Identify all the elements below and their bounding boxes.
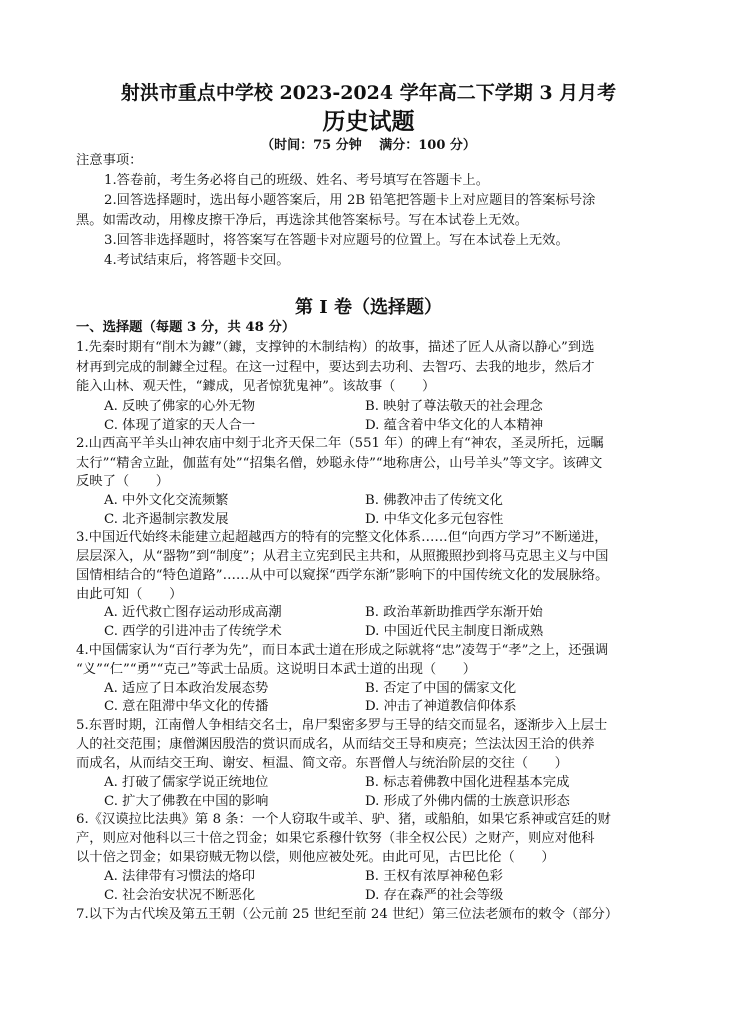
subject-title: 历史试题	[322, 108, 415, 135]
question-2-option-a: A. 中外文化交流频繁	[104, 493, 229, 508]
exam-title: 射洪市重点中学校 2023-2024 学年高二下学期 3 月月考	[120, 82, 617, 104]
question-3-option-d: D. 中国近代民主制度日渐成熟	[365, 624, 544, 639]
question-6-text: 以十倍之罚金；如果窃贼无物以偿，则他应被处死。由此可见，古巴比伦（ ）	[76, 850, 555, 865]
question-4-option-c: C. 意在阻滞中华文化的传播	[104, 699, 269, 714]
question-2-text: 反映了（ ）	[76, 474, 170, 489]
question-3-text: 国情相结合的“特色道路”……从中可以窥探“西学东渐”影响下的中国传统文化的发展脉络。	[76, 568, 609, 583]
question-4-option-b: B. 否定了中国的儒家文化	[365, 681, 517, 696]
question-1-text: 能入山林、观天性，“鐻成，见者惊犹鬼神”。该故事（ ）	[76, 379, 436, 394]
question-5-option-a: A. 打破了儒家学说正统地位	[104, 775, 269, 790]
time-info: （时间：75 分钟 满分：100 分）	[261, 138, 476, 153]
question-1-option-a: A. 反映了佛家的心外无物	[104, 399, 256, 414]
question-5-text: 5.东晋时期，江南僧人争相结交名士，帛尸梨密多罗与王导的结交而显名，逐渐步入上层士	[76, 718, 608, 733]
question-5-option-d: D. 形成了外佛内儒的士族意识形态	[365, 794, 570, 809]
notice-heading: 注意事项：	[76, 153, 143, 168]
question-6-text: 产，则应对他科以三十倍之罚金；如果它系穆什钦努（非全权公民）之财产，则应对他科	[76, 831, 595, 846]
question-1-option-c: C. 体现了道家的天人合一	[104, 418, 256, 433]
question-5-option-b: B. 标志着佛教中国化进程基本完成	[365, 775, 570, 790]
part-heading: 一、选择题（每题 3 分，共 48 分）	[76, 320, 296, 335]
question-2-option-c: C. 北齐遏制宗教发展	[104, 512, 229, 527]
question-7-text: 7.以下为古代埃及第五王朝（公元前 25 世纪至前 24 世纪）第三位法老颁布的敕令（部分）	[76, 907, 619, 922]
question-4-text: “义”“仁”“勇”“克己”等武士品质。这说明日本武士道的出现（ ）	[76, 662, 477, 677]
question-2-text: 太行”“精舍立趾，伽蓝有处”“招集名僧，妙聪永侍”“地称唐公，山号羊头”等文字。该碑文	[76, 456, 603, 471]
question-4-text: 4.中国儒家认为“百行孝为先”，而日本武士道在形成之际就将“忠”凌驾于“孝”之上，还强调	[76, 643, 609, 658]
question-2-option-d: D. 中华文化多元包容性	[365, 512, 504, 527]
question-5-text: 人的社交范围；康僧渊因殷浩的赏识而成名，从而结交王导和庾亮；竺法汰因王洽的供养	[76, 737, 595, 752]
question-3-option-b: B. 政治革新助推西学东渐开始	[365, 605, 543, 620]
question-4-option-a: A. 适应了日本政治发展态势	[104, 681, 269, 696]
notice-line: 2.回答选择题时，选出每小题答案后，用 2B 铅笔把答题卡上对应题目的答案标号涂	[104, 193, 596, 208]
question-1-option-d: D. 蕴含着中华文化的人本精神	[365, 418, 544, 433]
question-6-option-a: A. 法律带有习惯法的烙印	[104, 869, 256, 884]
question-4-option-d: D. 冲击了神道教信仰体系	[365, 699, 517, 714]
question-2-option-b: B. 佛教冲击了传统文化	[365, 493, 503, 508]
notice-line: 1.答卷前，考生务必将自己的班级、姓名、考号填写在答题卡上。	[104, 173, 489, 188]
question-5-option-c: C. 扩大了佛教在中国的影响	[104, 794, 269, 809]
question-3-option-c: C. 西学的引进冲击了传统学术	[104, 624, 282, 639]
question-3-text: 层层深入，从“器物”到“制度”；从君主立宪到民主共和，从照搬照抄到将马克思主义与中国	[76, 549, 609, 564]
notice-line: 4.考试结束后，将答题卡交回。	[104, 253, 290, 268]
question-6-option-c: C. 社会治安状况不断恶化	[104, 888, 256, 903]
notice-line: 3.回答非选择题时，将答案写在答题卡对应题号的位置上。写在本试卷上无效。	[104, 233, 569, 248]
question-6-option-b: B. 王权有浓厚神秘色彩	[365, 869, 503, 884]
question-6-text: 6.《汉谟拉比法典》第 8 条：一个人窃取牛或羊、驴、猪，或船舶，如果它系神或宫廷的财	[76, 812, 611, 827]
question-3-text: 由此可知（ ）	[76, 587, 183, 602]
question-5-text: 而成名，从而结交王珣、谢安、桓温、简文帝。东晋僧人与统治阶层的交往（ ）	[76, 756, 568, 771]
question-1-option-b: B. 映射了尊法敬天的社会理念	[365, 399, 543, 414]
question-3-option-a: A. 近代救亡图存运动形成高潮	[104, 605, 282, 620]
question-2-text: 2.山西高平羊头山神农庙中刻于北齐天保二年（551 年）的碑上有“神农，圣灵所托，远瞩	[76, 436, 604, 451]
section-title: 第 I 卷（选择题）	[295, 297, 442, 318]
question-1-text: 材再到完成的制鐻全过程。在这一过程中，要达到去功利、去智巧、去我的地步，然后才	[76, 360, 595, 375]
notice-line: 黑。如需改动，用橡皮擦干净后，再选涂其他答案标号。写在本试卷上无效。	[76, 213, 529, 228]
question-1-text: 1.先秦时期有“削木为鐻”（鐻，支撑钟的木制结构）的故事，描述了匠人从斋以静心”到选	[76, 340, 595, 355]
question-6-option-d: D. 存在森严的社会等级	[365, 888, 504, 903]
question-3-text: 3.中国近代始终未能建立起超越西方的特有的完整文化体系……但“向西方学习”不断递进，	[76, 530, 608, 545]
